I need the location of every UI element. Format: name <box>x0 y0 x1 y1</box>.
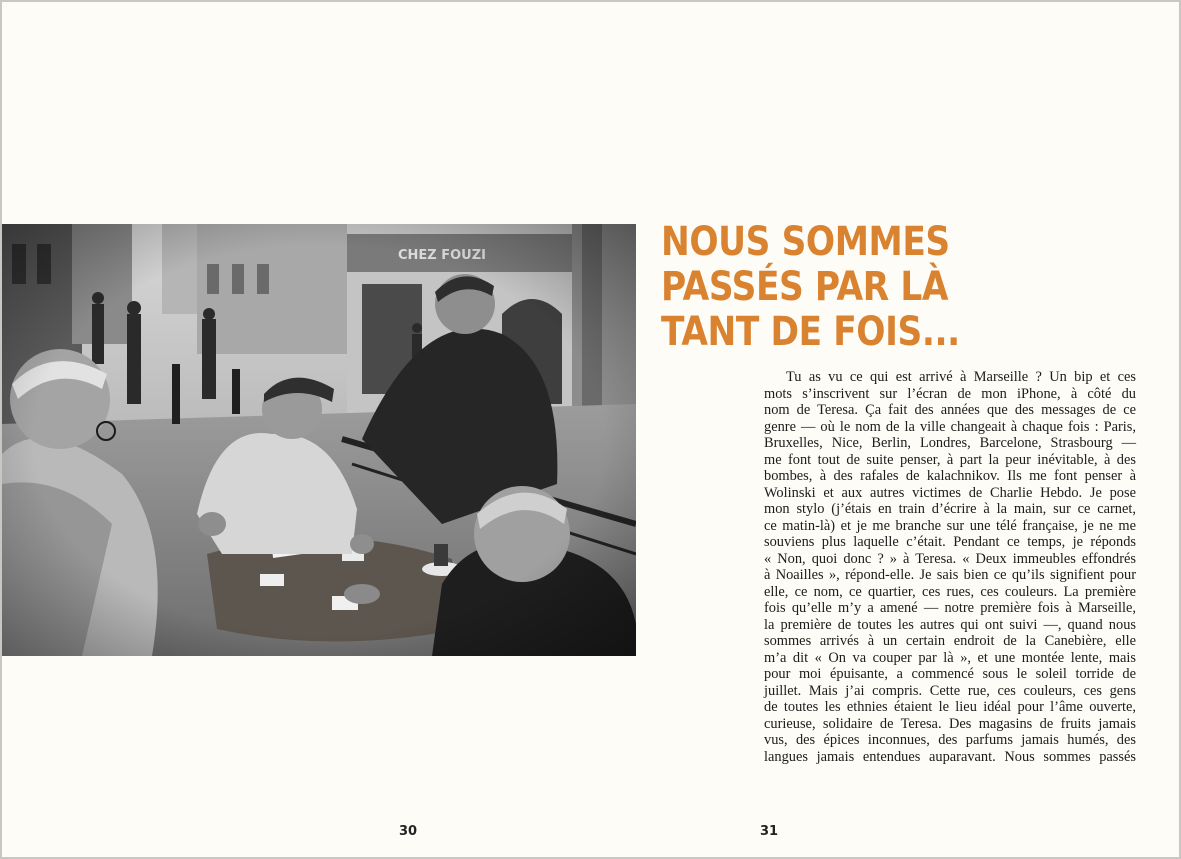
body-line: m’a dit « On va couper par là », et une montée lente, mais <box>764 649 1136 666</box>
headline-line: TANT DE FOIS... <box>661 309 960 355</box>
body-line: ce matin-là) et je me branche sur une télé française, je ne me <box>764 517 1136 534</box>
article-body <box>764 369 1136 765</box>
body-line: « Non, quoi donc ? » à Teresa. « Deux immeubles effondrés <box>764 550 1136 567</box>
body-line: à Noailles », répond-elle. Je sais bien ce qu’ils signifient pour <box>764 567 1136 583</box>
headline <box>661 219 960 355</box>
page-number: 31 <box>760 824 779 839</box>
body-line: de toutes les ethnies étaient le lieu idéal pour l’âme ouverte, <box>764 699 1136 715</box>
body-line: nom de Teresa. Ça fait des années que des messages de ce <box>764 402 1136 418</box>
headline-line: PASSÉS PAR LÀ <box>661 264 949 310</box>
right-page <box>590 2 1179 857</box>
street-scene-photo <box>2 224 636 656</box>
body-line: souviens plus laquelle c’était. Pendant ce temps, je réponds <box>764 534 1136 550</box>
body-line: mon stylo (j’étais en train d’écrire à la main, sur ce carnet, <box>764 501 1136 517</box>
body-line: elle, ce nom, ce quartier, ces rues, ces couleurs. La première <box>764 583 1136 600</box>
body-line: curieuse, solidaire de Teresa. Des magasins de fruits jamais <box>764 715 1136 732</box>
body-line: sommes arrivés à un certain endroit de la Canebière, elle <box>764 633 1136 649</box>
body-line: vus, des épices inconnues, des parfums jamais humés, des <box>764 732 1136 748</box>
body-line: me font tout de suite penser, à part la peur inévitable, à des <box>764 451 1136 468</box>
body-line: juillet. Mais j’ai compris. Cette rue, ces couleurs, ces gens <box>764 682 1136 699</box>
left-page <box>2 2 590 857</box>
body-line: fois qu’elle m’y a amené — notre première fois à Marseille, <box>764 600 1136 616</box>
body-line: pour moi épuisante, a commencé sous le soleil torride de <box>764 666 1136 682</box>
headline-line: NOUS SOMMES <box>661 219 950 265</box>
body-line: Wolinski et aux autres victimes de Charlie Hebdo. Je pose <box>764 484 1136 501</box>
body-line: la première de toutes les autres qui ont suivi —, quand nous <box>764 616 1136 633</box>
body-line: Tu as vu ce qui est arrivé à Marseille ? Un bip et ces <box>786 369 1136 385</box>
body-line: genre — où le nom de la ville changeait à chaque fois : Paris, <box>764 418 1136 435</box>
body-line: Bruxelles, Nice, Berlin, Londres, Barcelone, Strasbourg — <box>764 435 1136 451</box>
page-number: 30 <box>399 824 418 839</box>
body-line: langues jamais entendues auparavant. Nous sommes passés <box>764 748 1136 765</box>
body-line: bombes, à des rafales de kalachnikov. Ils me font penser à <box>764 468 1136 484</box>
body-line: mots s’inscrivent sur l’écran de mon iPhone, à côté du <box>764 385 1136 402</box>
